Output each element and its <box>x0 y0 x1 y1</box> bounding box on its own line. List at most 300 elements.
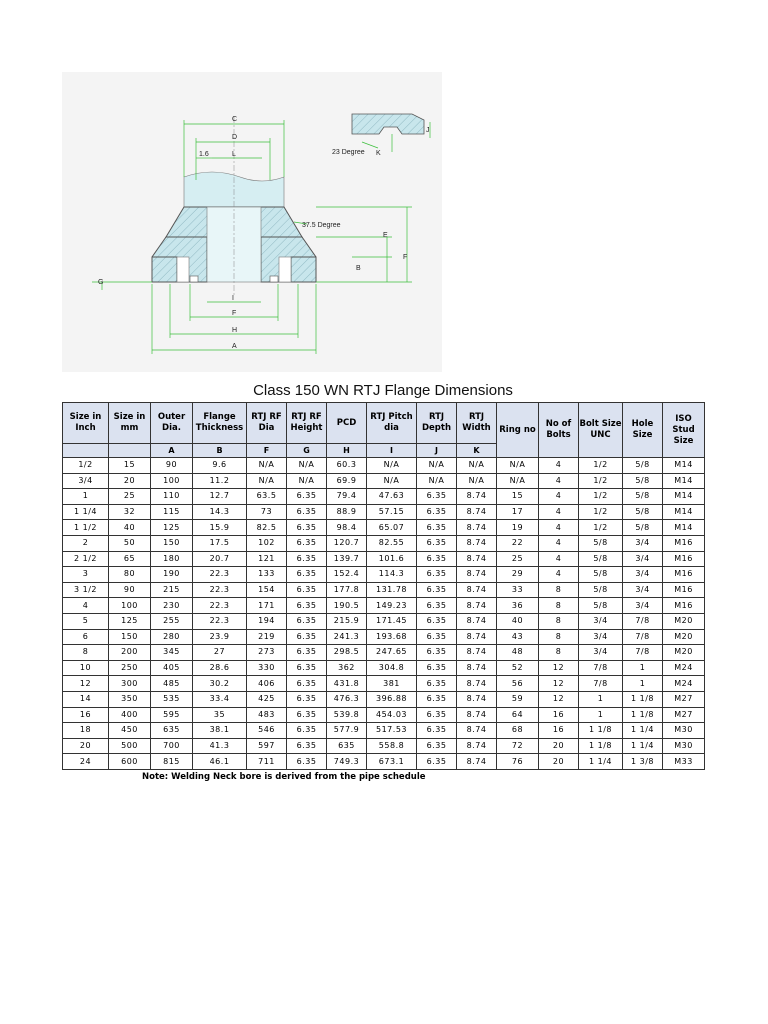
table-cell: 6.35 <box>417 738 457 754</box>
table-cell: 110 <box>151 489 193 505</box>
table-cell: 8.74 <box>457 598 497 614</box>
table-cell: 546 <box>247 723 287 739</box>
table-cell: 5/8 <box>579 598 623 614</box>
table-cell: 6.35 <box>287 676 327 692</box>
table-cell: 1 1/8 <box>579 723 623 739</box>
dimension-letter: I <box>367 444 417 458</box>
table-row <box>63 598 705 614</box>
table-cell: 72 <box>497 738 539 754</box>
table-cell: 8.74 <box>457 723 497 739</box>
table-row <box>63 645 705 661</box>
table-cell: 20.7 <box>193 551 247 567</box>
table-cell: 3/4 <box>579 613 623 629</box>
table-cell: 8.74 <box>457 613 497 629</box>
table-cell: 22 <box>497 535 539 551</box>
label-j: J <box>426 127 430 134</box>
table-cell: 6.35 <box>287 645 327 661</box>
table-cell: 193.68 <box>367 629 417 645</box>
table-cell: M20 <box>663 629 705 645</box>
table-cell: 8.74 <box>457 754 497 770</box>
table-cell: 17 <box>497 504 539 520</box>
table-row <box>63 473 705 489</box>
table-cell: 6.35 <box>287 754 327 770</box>
table-cell: 8.74 <box>457 567 497 583</box>
column-header: Size in Inch <box>63 403 109 444</box>
table-cell: 4 <box>539 489 579 505</box>
table-cell: 1 1/4 <box>63 504 109 520</box>
label-a: A <box>232 343 237 350</box>
table-cell: M27 <box>663 707 705 723</box>
table-cell: 4 <box>539 473 579 489</box>
dimension-letter <box>63 444 109 458</box>
table-row <box>63 520 705 536</box>
table-cell: 10 <box>63 660 109 676</box>
table-cell: 350 <box>109 691 151 707</box>
table-cell: 8 <box>539 613 579 629</box>
table-cell: 6.35 <box>287 629 327 645</box>
table-body <box>63 458 705 770</box>
table-cell: 6.35 <box>287 489 327 505</box>
table-cell: 47.63 <box>367 489 417 505</box>
table-cell: 6.35 <box>287 520 327 536</box>
table-cell: 3/4 <box>579 645 623 661</box>
table-cell: 330 <box>247 660 287 676</box>
table-cell: 396.88 <box>367 691 417 707</box>
table-cell: 535 <box>151 691 193 707</box>
table-cell: 3/4 <box>623 598 663 614</box>
table-cell: 5/8 <box>623 520 663 536</box>
table-cell: 12.7 <box>193 489 247 505</box>
table-cell: 6.35 <box>417 504 457 520</box>
table-cell: N/A <box>367 458 417 474</box>
table-cell: 5/8 <box>579 535 623 551</box>
table-cell: 8.74 <box>457 707 497 723</box>
table-cell: 194 <box>247 613 287 629</box>
table-cell: 539.8 <box>327 707 367 723</box>
table-cell: 450 <box>109 723 151 739</box>
table-cell: 80 <box>109 567 151 583</box>
column-header: Ring no <box>497 403 539 458</box>
table-cell: 125 <box>109 613 151 629</box>
table-cell: 121 <box>247 551 287 567</box>
table-cell: 200 <box>109 645 151 661</box>
table-cell: 88.9 <box>327 504 367 520</box>
flange-cross-section-diagram <box>62 72 442 372</box>
table-cell: 815 <box>151 754 193 770</box>
table-cell: 5/8 <box>579 551 623 567</box>
label-d: D <box>232 134 238 141</box>
table-row <box>63 691 705 707</box>
table-cell: 4 <box>539 458 579 474</box>
table-cell: 50 <box>109 535 151 551</box>
table-cell: 73 <box>247 504 287 520</box>
table-cell: 6.35 <box>287 598 327 614</box>
table-cell: 139.7 <box>327 551 367 567</box>
table-cell: 14.3 <box>193 504 247 520</box>
table-cell: 171 <box>247 598 287 614</box>
table-cell: 19 <box>497 520 539 536</box>
table-cell: N/A <box>247 473 287 489</box>
table-cell: 6.35 <box>417 754 457 770</box>
footnote: Note: Welding Neck bore is derived from the pipe schedule <box>142 772 426 782</box>
table-cell: 1 3/8 <box>623 754 663 770</box>
table-cell: N/A <box>367 473 417 489</box>
table-cell: 40 <box>497 613 539 629</box>
table-cell: 6.35 <box>287 707 327 723</box>
table-cell: 1 1/8 <box>623 707 663 723</box>
table-cell: M14 <box>663 489 705 505</box>
table-cell: 180 <box>151 551 193 567</box>
table-cell: 6.35 <box>417 660 457 676</box>
table-cell: 5/8 <box>623 458 663 474</box>
table-cell: 7/8 <box>579 660 623 676</box>
table-cell: 16 <box>539 723 579 739</box>
table-cell: 7/8 <box>623 645 663 661</box>
table-cell: N/A <box>287 458 327 474</box>
table-row <box>63 458 705 474</box>
table-cell: 304.8 <box>367 660 417 676</box>
table-cell: 215 <box>151 582 193 598</box>
table-cell: 485 <box>151 676 193 692</box>
column-header: Bolt Size UNC <box>579 403 623 458</box>
table-cell: 6.35 <box>417 582 457 598</box>
table-cell: 3 1/2 <box>63 582 109 598</box>
table-cell: 6.35 <box>417 489 457 505</box>
flange-drawing <box>62 72 442 372</box>
table-cell: 40 <box>109 520 151 536</box>
table-cell: 190 <box>151 567 193 583</box>
column-header: Flange Thickness <box>193 403 247 444</box>
column-header: RTJ RF Dia <box>247 403 287 444</box>
table-cell: 1 1/4 <box>579 754 623 770</box>
table-cell: 5/8 <box>579 567 623 583</box>
table-cell: 7/8 <box>579 676 623 692</box>
table-cell: 63.5 <box>247 489 287 505</box>
table-cell: 4 <box>539 520 579 536</box>
label-g: G <box>98 279 104 286</box>
table-cell: 6.35 <box>287 738 327 754</box>
table-cell: 711 <box>247 754 287 770</box>
label-1-6: 1.6 <box>199 151 209 158</box>
table-cell: 190.5 <box>327 598 367 614</box>
table-row <box>63 535 705 551</box>
table-row <box>63 567 705 583</box>
table-cell: 1/2 <box>579 520 623 536</box>
table-cell: 30.2 <box>193 676 247 692</box>
dimension-letter: A <box>151 444 193 458</box>
table-cell: 18 <box>63 723 109 739</box>
table-cell: M24 <box>663 676 705 692</box>
column-header: ISO Stud Size <box>663 403 705 458</box>
column-header: Outer Dia. <box>151 403 193 444</box>
label-37-5-degree: 37.5 Degree <box>302 222 341 229</box>
table-cell: N/A <box>497 473 539 489</box>
table-cell: 635 <box>327 738 367 754</box>
table-cell: 6.35 <box>417 707 457 723</box>
table-cell: 20 <box>539 754 579 770</box>
table-cell: 52 <box>497 660 539 676</box>
table-cell: 241.3 <box>327 629 367 645</box>
table-cell: 6.35 <box>417 691 457 707</box>
table-cell: 8.74 <box>457 660 497 676</box>
table-cell: M24 <box>663 660 705 676</box>
table-row <box>63 676 705 692</box>
table-cell: 4 <box>539 504 579 520</box>
table-cell: N/A <box>497 458 539 474</box>
table-cell: 273 <box>247 645 287 661</box>
table-row <box>63 629 705 645</box>
table-cell: 3 <box>63 567 109 583</box>
table-cell: 8 <box>539 582 579 598</box>
table-cell: 406 <box>247 676 287 692</box>
table-cell: 15.9 <box>193 520 247 536</box>
table-cell: 101.6 <box>367 551 417 567</box>
table-cell: 8.74 <box>457 520 497 536</box>
column-header: RTJ Depth <box>417 403 457 444</box>
table-cell: M30 <box>663 723 705 739</box>
table-cell: 60.3 <box>327 458 367 474</box>
table-cell: 405 <box>151 660 193 676</box>
table-cell: 1 <box>579 707 623 723</box>
table-row <box>63 754 705 770</box>
table-cell: 6.35 <box>287 660 327 676</box>
table-row <box>63 723 705 739</box>
table-cell: 150 <box>109 629 151 645</box>
table-cell: 1/2 <box>579 489 623 505</box>
table-cell: 1 <box>623 676 663 692</box>
table-cell: 2 <box>63 535 109 551</box>
table-cell: 5/8 <box>623 489 663 505</box>
table-cell: 6.35 <box>417 613 457 629</box>
table-cell: 38.1 <box>193 723 247 739</box>
table-cell: 82.5 <box>247 520 287 536</box>
table-cell: 36 <box>497 598 539 614</box>
table-cell: 25 <box>497 551 539 567</box>
table-cell: 700 <box>151 738 193 754</box>
table-cell: M27 <box>663 691 705 707</box>
table-cell: 1/2 <box>579 458 623 474</box>
table-cell: 98.4 <box>327 520 367 536</box>
table-cell: 3/4 <box>579 629 623 645</box>
table-cell: 125 <box>151 520 193 536</box>
table-cell: 48 <box>497 645 539 661</box>
table-cell: 15 <box>497 489 539 505</box>
label-b: B <box>356 265 361 272</box>
table-cell: 3/4 <box>623 551 663 567</box>
table-cell: 102 <box>247 535 287 551</box>
table-cell: M14 <box>663 520 705 536</box>
table-cell: 82.55 <box>367 535 417 551</box>
table-cell: 5/8 <box>623 504 663 520</box>
table-cell: 7/8 <box>623 613 663 629</box>
table-cell: 8 <box>63 645 109 661</box>
table-cell: 90 <box>151 458 193 474</box>
table-cell: 8.74 <box>457 676 497 692</box>
table-cell: 500 <box>109 738 151 754</box>
table-cell: 8 <box>539 629 579 645</box>
table-cell: 68 <box>497 723 539 739</box>
table-cell: 8.74 <box>457 738 497 754</box>
table-cell: 1 1/4 <box>623 738 663 754</box>
table-cell: 230 <box>151 598 193 614</box>
table-cell: 57.15 <box>367 504 417 520</box>
label-e: E <box>383 232 388 239</box>
column-header: RTJ Pitch dia <box>367 403 417 444</box>
table-row <box>63 613 705 629</box>
table-cell: 749.3 <box>327 754 367 770</box>
table-cell: 27 <box>193 645 247 661</box>
table-cell: 6.35 <box>417 520 457 536</box>
column-header: RTJ RF Height <box>287 403 327 444</box>
table-cell: 20 <box>109 473 151 489</box>
table-cell: 6.35 <box>417 629 457 645</box>
table-cell: 171.45 <box>367 613 417 629</box>
table-cell: 1 1/4 <box>623 723 663 739</box>
label-i: I <box>232 295 234 302</box>
table-cell: 247.65 <box>367 645 417 661</box>
table-cell: 3/4 <box>623 567 663 583</box>
table-cell: 600 <box>109 754 151 770</box>
table-cell: 100 <box>151 473 193 489</box>
table-cell: 6.35 <box>417 723 457 739</box>
table-cell: 483 <box>247 707 287 723</box>
table-cell: 23.9 <box>193 629 247 645</box>
table-cell: 6.35 <box>287 691 327 707</box>
label-c: C <box>232 116 238 123</box>
table-cell: 9.6 <box>193 458 247 474</box>
table-cell: 4 <box>539 551 579 567</box>
label-f-right: F <box>403 254 408 261</box>
table-cell: 1/2 <box>579 473 623 489</box>
dimension-letter: K <box>457 444 497 458</box>
table-row <box>63 738 705 754</box>
table-cell: 32 <box>109 504 151 520</box>
table-cell: 12 <box>63 676 109 692</box>
column-header: Hole Size <box>623 403 663 458</box>
table-cell: 635 <box>151 723 193 739</box>
table-cell: 577.9 <box>327 723 367 739</box>
table-cell: 1 1/2 <box>63 520 109 536</box>
table-cell: 14 <box>63 691 109 707</box>
table-cell: 8 <box>539 598 579 614</box>
table-row <box>63 551 705 567</box>
table-cell: 597 <box>247 738 287 754</box>
table-cell: 7/8 <box>623 629 663 645</box>
table-cell: 22.3 <box>193 582 247 598</box>
table-cell: 517.53 <box>367 723 417 739</box>
table-cell: 6.35 <box>417 567 457 583</box>
table-cell: 425 <box>247 691 287 707</box>
table-cell: 345 <box>151 645 193 661</box>
dimension-letter: B <box>193 444 247 458</box>
table-cell: 35 <box>193 707 247 723</box>
table-cell: 1 <box>579 691 623 707</box>
table-cell: 381 <box>367 676 417 692</box>
table-cell: 8.74 <box>457 504 497 520</box>
table-row <box>63 582 705 598</box>
table-cell: 22.3 <box>193 567 247 583</box>
table-cell: 133 <box>247 567 287 583</box>
table-cell: 6.35 <box>287 504 327 520</box>
table-cell: 12 <box>539 660 579 676</box>
table-cell: 120.7 <box>327 535 367 551</box>
table-cell: 1 <box>63 489 109 505</box>
table-cell: 79.4 <box>327 489 367 505</box>
table-cell: 6.35 <box>417 645 457 661</box>
table-cell: 4 <box>539 567 579 583</box>
table-cell: 154 <box>247 582 287 598</box>
table-cell: 6.35 <box>417 551 457 567</box>
table-cell: 114.3 <box>367 567 417 583</box>
table-cell: 6 <box>63 629 109 645</box>
table-cell: 476.3 <box>327 691 367 707</box>
table-cell: 149.23 <box>367 598 417 614</box>
table-cell: 17.5 <box>193 535 247 551</box>
table-cell: 2 1/2 <box>63 551 109 567</box>
table-cell: 431.8 <box>327 676 367 692</box>
table-cell: 3/4 <box>623 535 663 551</box>
table-cell: 6.35 <box>417 676 457 692</box>
table-cell: 6.35 <box>287 723 327 739</box>
label-23-degree: 23 Degree <box>332 149 365 156</box>
table-cell: 69.9 <box>327 473 367 489</box>
table-cell: 41.3 <box>193 738 247 754</box>
table-cell: 152.4 <box>327 567 367 583</box>
dimension-letter: H <box>327 444 367 458</box>
table-cell: 43 <box>497 629 539 645</box>
table-cell: 8.74 <box>457 691 497 707</box>
table-cell: 59 <box>497 691 539 707</box>
table-cell: 16 <box>539 707 579 723</box>
table-cell: 33 <box>497 582 539 598</box>
table-cell: M20 <box>663 613 705 629</box>
table-cell: 6.35 <box>287 551 327 567</box>
table-cell: 4 <box>539 535 579 551</box>
table-cell: 298.5 <box>327 645 367 661</box>
table-cell: 454.03 <box>367 707 417 723</box>
table-cell: 22.3 <box>193 598 247 614</box>
table-cell: 150 <box>151 535 193 551</box>
table-cell: 4 <box>63 598 109 614</box>
table-cell: 8.74 <box>457 489 497 505</box>
table-cell: 131.78 <box>367 582 417 598</box>
table-cell: N/A <box>457 458 497 474</box>
table-cell: 56 <box>497 676 539 692</box>
table-cell: 673.1 <box>367 754 417 770</box>
table-cell: 6.35 <box>287 567 327 583</box>
table-cell: M16 <box>663 551 705 567</box>
table-cell: 280 <box>151 629 193 645</box>
table-cell: M20 <box>663 645 705 661</box>
table-cell: M14 <box>663 473 705 489</box>
table-cell: 16 <box>63 707 109 723</box>
table-cell: 12 <box>539 691 579 707</box>
table-cell: 8 <box>539 645 579 661</box>
table-cell: 5/8 <box>623 473 663 489</box>
table-cell: 1/2 <box>579 504 623 520</box>
table-cell: M16 <box>663 567 705 583</box>
table-cell: M30 <box>663 738 705 754</box>
table-cell: 3/4 <box>623 582 663 598</box>
table-cell: 8.74 <box>457 645 497 661</box>
dimension-letter: G <box>287 444 327 458</box>
table-cell: 6.35 <box>287 535 327 551</box>
table-cell: 362 <box>327 660 367 676</box>
table-cell: 215.9 <box>327 613 367 629</box>
table-cell: 595 <box>151 707 193 723</box>
table-cell: 8.74 <box>457 629 497 645</box>
table-cell: 6.35 <box>417 598 457 614</box>
